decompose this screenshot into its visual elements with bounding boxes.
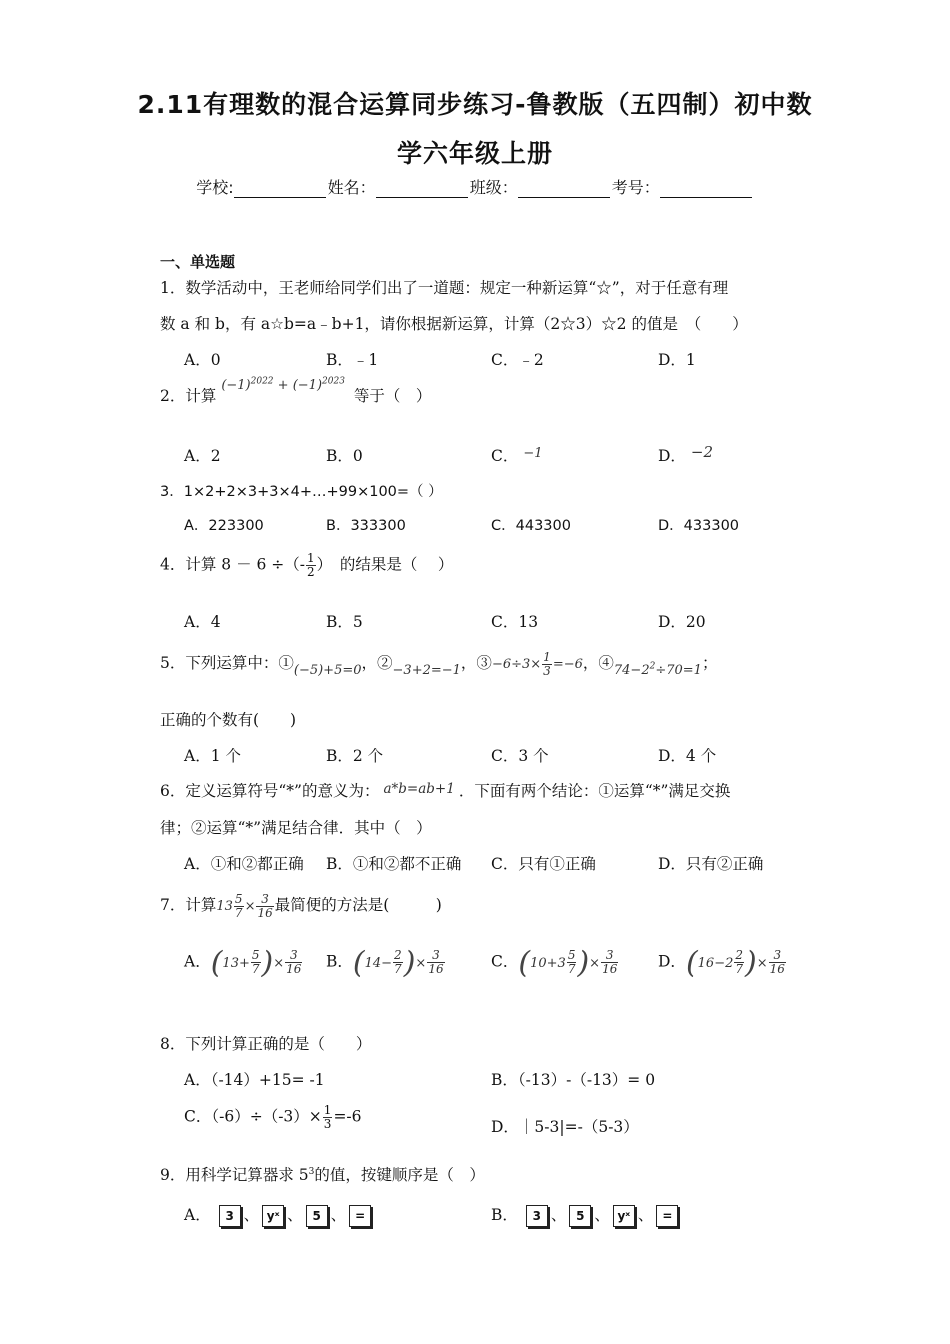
q7-d-in: 16−2	[697, 955, 734, 971]
q7-b-expr: (14− $\frac{2}{7}$ )× $\frac{3}{16}$	[352, 945, 444, 980]
school-blank[interactable]	[234, 181, 326, 198]
q5-sep3: ，④	[582, 654, 614, 672]
question-6-line2: 律；②运算“*”满足结合律．其中（ ）	[160, 819, 432, 837]
q7-a-den: 7	[251, 962, 260, 976]
q8-c-num: 1	[323, 1103, 332, 1117]
q7-b-in: 14−	[364, 955, 393, 971]
name-label: 姓名：	[327, 178, 376, 197]
q9-a-sep2: 、	[287, 1206, 303, 1224]
q7-a-tail	[285, 949, 302, 976]
question-4	[160, 552, 453, 579]
q5-e3b: =−6	[552, 657, 583, 672]
question-1-line1: 1．数学活动中，王老师给同学们出了一道题：规定一种新运算“☆”，对于任意有理	[160, 279, 729, 297]
q4-den: 2	[307, 565, 315, 579]
q7-d-frac	[734, 949, 744, 976]
question-3: 3．1×2+2×3+3×4+…+99×100=（ ）	[160, 484, 443, 500]
q9-b-sep1: 、	[550, 1206, 567, 1224]
q2-option-d[interactable]	[658, 444, 713, 466]
q7-c-in: 10+3	[530, 955, 566, 971]
q2-option-a[interactable]: A．2	[184, 447, 221, 465]
q5-expr1: (−5)+5=0	[293, 663, 362, 678]
q5-e4a: 74−2	[613, 663, 650, 678]
section-title: 一、单选题	[160, 253, 236, 271]
q7-a-expr: (13+ $\frac{5}{7}$ )× $\frac{3}{16}$	[210, 945, 302, 980]
q7-a-frac	[251, 949, 261, 976]
q7-num2: 3	[256, 893, 273, 907]
page-title-line1: 2.11有理数的混合运算同步练习-鲁教版（五四制）初中数	[137, 90, 813, 119]
q2-option-b[interactable]: B．0	[326, 447, 363, 465]
q1-option-c[interactable]: C．﹣2	[491, 351, 544, 369]
q2-d-value: −2	[690, 443, 713, 461]
page-title-line2: 学六年级上册	[396, 139, 553, 168]
q7-b-num: 2	[394, 948, 402, 962]
q7-d-tail-den: 16	[769, 962, 785, 976]
q7-c-tail-num: 3	[601, 949, 618, 963]
q2-exp1: 2022	[250, 376, 274, 387]
q9-option-a[interactable]	[184, 1203, 374, 1227]
q7-b-tail-num: 3	[427, 949, 444, 963]
q4-option-a[interactable]: A．4	[184, 613, 221, 631]
q2-plus: +	[277, 378, 289, 393]
school-label: 学校:	[196, 178, 234, 197]
q8-option-c[interactable]	[184, 1104, 362, 1131]
q7-a-tail-den: 16	[286, 962, 302, 976]
q7-option-d[interactable]	[658, 945, 787, 980]
key-power-icon: yˣ	[262, 1205, 284, 1227]
q5-option-c[interactable]: C．3 个	[491, 747, 549, 765]
q5-fraction	[542, 651, 552, 678]
q2-exp2: 2023	[322, 376, 345, 387]
q5-prefix: 5．下列运算中：①	[160, 654, 294, 672]
exam-no-blank[interactable]	[660, 181, 752, 198]
key-5-icon: 5	[569, 1205, 591, 1227]
q8-c-frac	[323, 1104, 333, 1131]
question-8: 8．下列计算正确的是（ ）	[160, 1035, 372, 1053]
q4-option-c[interactable]: C．13	[491, 613, 539, 631]
q5-option-d[interactable]: D．4 个	[658, 747, 717, 765]
q2-base1: (−1)	[221, 378, 251, 393]
q7-d-num: 2	[735, 948, 744, 962]
q2-expression	[221, 378, 345, 393]
q5-e4exp: 2	[649, 661, 656, 672]
q5-e3den: 3	[543, 664, 551, 678]
q2-base2: (−1)	[292, 378, 323, 393]
q8-c-den: 3	[323, 1117, 332, 1131]
q6-option-b[interactable]: B．①和②都不正确	[326, 855, 462, 873]
q7-a-times: ×	[273, 955, 285, 971]
q7-c-frac	[567, 949, 577, 976]
question-9	[160, 1163, 485, 1185]
q9-option-b[interactable]	[491, 1203, 681, 1227]
q3-option-a[interactable]: A．223300	[184, 518, 264, 534]
q7-prefix: 7．计算	[160, 896, 217, 914]
q7-den2: 16	[257, 906, 273, 920]
q7-d-label: D．	[658, 952, 686, 971]
q9-suffix: 的值，按键顺序是（ ）	[314, 1166, 485, 1184]
q7-frac1	[234, 893, 244, 920]
question-7	[160, 893, 442, 920]
q7-expression	[216, 892, 274, 920]
q7-d-times: ×	[756, 955, 768, 971]
q2-d-label: D．	[658, 447, 686, 465]
q7-whole: 13	[216, 899, 233, 914]
q3-option-b[interactable]: B．333300	[326, 518, 406, 534]
q7-b-times: ×	[415, 955, 427, 971]
key-3-icon: 3	[219, 1205, 241, 1227]
q7-a-tail-num: 3	[285, 949, 302, 963]
q6-prefix: 6．定义运算符号“*”的意义为：	[160, 782, 380, 800]
q4-prefix: 4．计算 8 － 6 ÷（-	[160, 555, 306, 574]
q5-option-b[interactable]: B．2 个	[326, 747, 384, 765]
q8-option-d[interactable]: D．｜5-3|=-（5-3）	[491, 1118, 639, 1136]
name-blank[interactable]	[376, 181, 468, 198]
q5-e3a: −6÷3×	[491, 657, 542, 672]
q6-option-d[interactable]: D．只有②正确	[658, 855, 764, 873]
q7-option-c[interactable]	[491, 945, 619, 980]
q7-b-label: B．	[326, 952, 353, 971]
q7-den: 7	[234, 906, 243, 920]
q9-b-sep3: 、	[637, 1206, 654, 1224]
q9-exp: 3	[308, 1166, 315, 1177]
q2-option-c[interactable]	[491, 444, 542, 466]
student-info-line	[0, 175, 950, 198]
q7-c-expr: (10+3 $\frac{5}{7}$ )× $\frac{3}{16}$	[518, 945, 618, 980]
q7-c-num: 5	[567, 948, 576, 962]
q9-prefix: 9．用科学记算器求 5	[160, 1166, 309, 1184]
q7-times: ×	[244, 899, 256, 914]
q2-c-value: −1	[523, 446, 543, 461]
q1-option-a[interactable]: A．0	[184, 351, 221, 369]
q7-num: 5	[234, 892, 243, 906]
q7-a-label: A．	[184, 952, 211, 971]
q5-sep2: ，③	[460, 654, 492, 672]
q6-suffix: ．下面有两个结论：①运算“*”满足交换	[458, 782, 731, 800]
q9-a-label: A．	[184, 1206, 211, 1224]
q7-d-tail	[769, 949, 786, 976]
q7-c-tail-den: 16	[602, 962, 618, 976]
question-5-line1	[160, 651, 717, 678]
q2-prefix: 2．计算	[160, 387, 217, 405]
q2-suffix: 等于（ ）	[353, 387, 432, 405]
q4-option-b[interactable]: B．5	[326, 613, 363, 631]
q8-option-b[interactable]: B．（-13）-（-13）= 0	[491, 1071, 656, 1089]
q8-c-prefix: C．（-6）÷（-3）×	[184, 1107, 322, 1126]
key-3-icon: 3	[526, 1205, 548, 1227]
q7-d-expr: (16−2 $\frac{2}{7}$ )× $\frac{3}{16}$	[685, 945, 785, 980]
q8-c-suffix: =-6	[333, 1107, 362, 1126]
q6-option-a[interactable]: A．①和②都正确	[184, 855, 304, 873]
q6-expression: a*b=ab+1	[383, 781, 455, 797]
q7-b-frac	[393, 949, 403, 976]
exam-no-label: 考号：	[611, 178, 660, 197]
q7-suffix: 最简便的方法是( )	[274, 896, 442, 914]
q7-b-den: 7	[394, 962, 402, 976]
question-6-line1	[160, 779, 730, 801]
key-5-icon: 5	[306, 1205, 328, 1227]
q7-b-tail-den: 16	[428, 962, 444, 976]
q7-c-label: C．	[491, 952, 519, 971]
q4-option-d[interactable]: D．20	[658, 613, 706, 631]
q9-a-sep3: 、	[330, 1206, 347, 1224]
q8-option-a[interactable]: A．（-14）+15= -1	[184, 1071, 325, 1089]
question-2	[160, 376, 432, 406]
q4-fraction	[306, 552, 316, 579]
q5-e4b: ÷70=1	[655, 663, 702, 678]
q7-d-tail-num: 3	[769, 949, 786, 963]
q9-b-sep2: 、	[594, 1206, 610, 1224]
q9-a-sep1: 、	[243, 1206, 260, 1224]
q3-option-d[interactable]: D．433300	[658, 518, 740, 534]
class-blank[interactable]	[518, 181, 610, 198]
q9-b-label: B．	[491, 1206, 518, 1224]
q1-option-b[interactable]: B．﹣1	[326, 351, 379, 369]
q5-expr2: −3+2=−1	[392, 663, 461, 678]
q7-option-b[interactable]	[326, 945, 446, 980]
question-5-line2: 正确的个数有( )	[160, 711, 297, 729]
q7-c-times: ×	[589, 955, 601, 971]
question-1-line2: 数 a 和 b，有 a☆b=a﹣b+1，请你根据新运算，计算（2☆3）☆2 的值是 （ ）	[160, 315, 748, 333]
q5-e3num: 1	[543, 650, 551, 664]
q7-b-tail	[427, 949, 444, 976]
q5-expr3	[491, 650, 583, 678]
q7-c-den: 7	[567, 962, 576, 976]
q4-suffix: ） 的结果是（ ）	[316, 555, 454, 574]
key-power-icon: yˣ	[613, 1205, 635, 1227]
q7-option-a[interactable]	[184, 945, 303, 980]
class-label: 班级：	[469, 178, 518, 197]
q5-sep1: ，②	[361, 654, 393, 672]
q2-c-label: C．	[491, 447, 519, 465]
q7-c-tail	[601, 949, 618, 976]
q7-a-num: 5	[251, 948, 260, 962]
q6-option-c[interactable]: C．只有①正确	[491, 855, 596, 873]
key-equals-icon: =	[349, 1205, 371, 1227]
q7-a-in: 13+	[222, 955, 250, 971]
q5-end: ；	[701, 654, 718, 672]
key-equals-icon: =	[656, 1205, 678, 1227]
q3-option-c[interactable]: C．443300	[491, 518, 571, 534]
q7-frac2	[256, 893, 273, 920]
q5-option-a[interactable]: A．1 个	[184, 747, 241, 765]
q5-expr4	[614, 663, 702, 678]
q7-d-den: 7	[735, 962, 744, 976]
q1-option-d[interactable]: D．1	[658, 351, 696, 369]
q4-num: 1	[307, 551, 315, 565]
